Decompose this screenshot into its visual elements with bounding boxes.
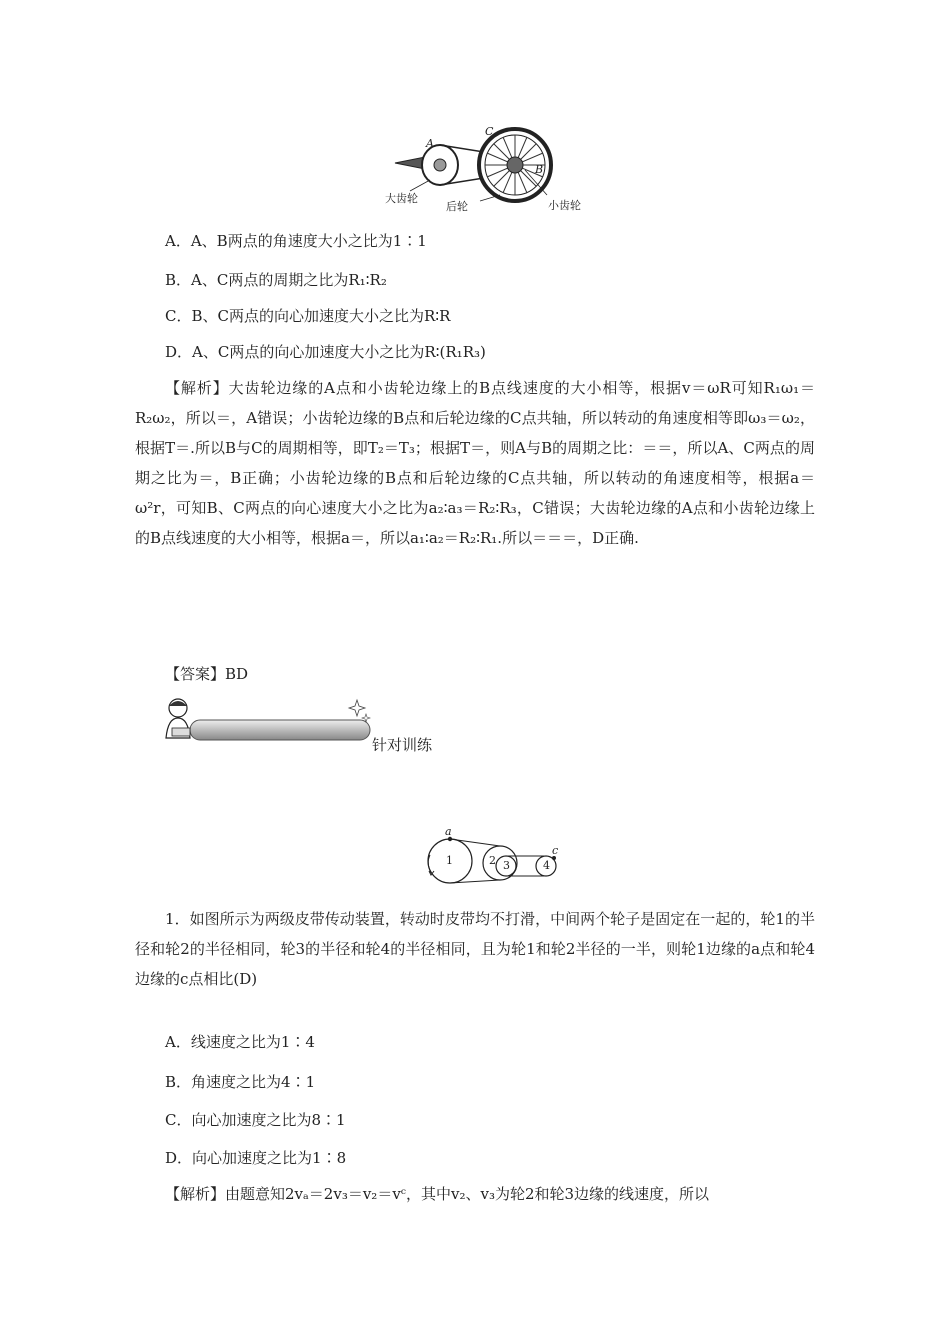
q-prev-answer: 【答案】BD: [165, 665, 249, 683]
figure2-label-wheel-2: 2: [489, 854, 496, 867]
q1-option-c: C．向心加速度之比为8∶1: [165, 1111, 346, 1129]
section-title: 针对训练: [372, 736, 433, 754]
q-prev-analysis: 【解析】大齿轮边缘的A点和小齿轮边缘上的B点线速度的大小相等，根据v＝ωR可知R₁ω₁＝R₂ω₂，所以＝，A错误；小齿轮边缘的B点和后轮边缘的C点共轴，所以转动的角速度相等即ω₃＝ω₂，根据T＝.所以B与C的周期相等，即T₂＝T₃；根据T＝，则A与B的周期之比：＝＝，所以A、C两点的周期之比为＝，B正确；小齿轮边缘的B点和后轮边缘的C点共轴，所以转动的角速度相等，根据a＝ω²r，可知B、C两点的向心速度大小之比为a₂∶a₃＝R₂∶R₃，C错误；大齿轮边缘的A点和小齿轮边缘上的B点线速度的大小相等，根据a＝，所以a₁∶a₂＝R₂∶R₁.所以＝＝＝，D正确.: [135, 379, 815, 547]
figure1-label-b: B: [535, 163, 544, 176]
figure2-label-wheel-4: 4: [543, 859, 550, 872]
figure2-label-c: c: [552, 844, 559, 857]
figure1-label-c: C: [485, 125, 494, 138]
figure1-label-a: A: [426, 137, 434, 150]
q1-option-a: A．线速度之比为1∶4: [165, 1033, 315, 1051]
q1-stem: 1．如图所示为两级皮带传动装置，转动时皮带均不打滑，中间两个轮子是固定在一起的，轮1的半径和轮2的半径相同，轮3的半径和轮4的半径相同，且为轮1和轮2半径的一半，则轮1边缘的a点和轮4边缘的c点相比(D): [135, 910, 815, 988]
q1-analysis: 【解析】由题意知2vₐ＝2v₃＝v₂＝vᶜ，其中v₂、v₃为轮2和轮3边缘的线速度，所以: [165, 1185, 710, 1203]
figure1-label-big-gear: 大齿轮: [385, 192, 418, 205]
figure2-label-wheel-3: 3: [503, 859, 510, 872]
q1-option-b: B．角速度之比为4∶1: [165, 1073, 316, 1091]
figure1-label-rear-wheel: 后轮: [446, 200, 468, 213]
figure2-label-a: a: [445, 825, 452, 838]
q1-option-d: D．向心加速度之比为1∶8: [165, 1149, 347, 1167]
q-prev-option-c: C．B、C两点的向心加速度大小之比为R∶R: [165, 307, 451, 325]
figure1-label-small-gear: 小齿轮: [548, 199, 581, 212]
q-prev-option-a: A．A、B两点的角速度大小之比为1∶1: [165, 232, 427, 250]
section-banner-graphic: [160, 694, 375, 746]
q-prev-option-b: B．A、C两点的周期之比为R₁∶R₂: [165, 271, 387, 289]
q-prev-option-d: D．A、C两点的向心加速度大小之比为R∶(R₁R₃): [165, 343, 486, 361]
figure2-label-wheel-1: 1: [446, 854, 453, 867]
